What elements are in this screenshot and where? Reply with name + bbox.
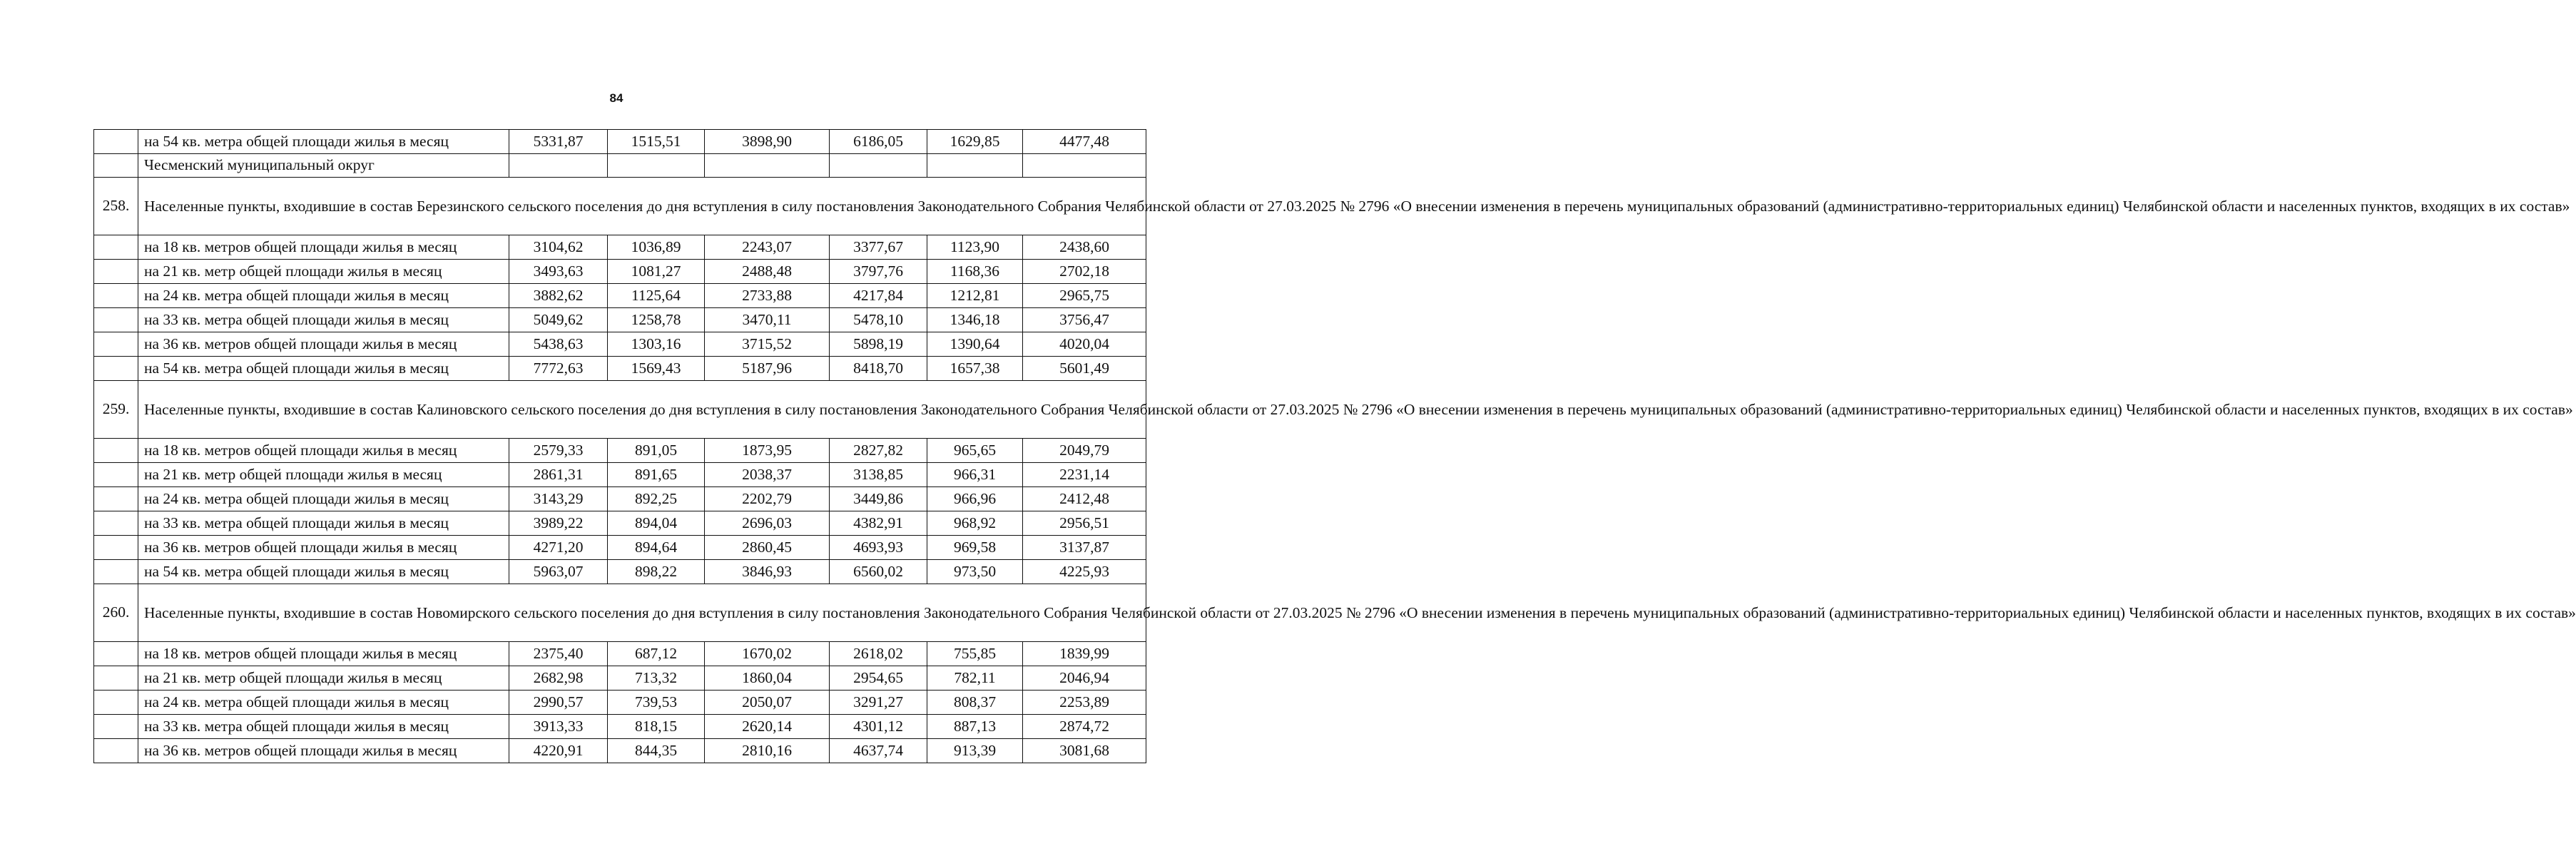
value-cell: 2050,07 bbox=[705, 691, 830, 715]
table-row bbox=[94, 439, 1146, 463]
value-cell: 2253,89 bbox=[1023, 691, 1146, 715]
table-row bbox=[94, 235, 1146, 260]
value-cell: 913,39 bbox=[927, 739, 1023, 763]
row-number-cell bbox=[94, 487, 138, 511]
value-cell: 7772,63 bbox=[509, 357, 608, 381]
value-cell: 4301,12 bbox=[830, 715, 927, 739]
section-header-row bbox=[94, 381, 1146, 439]
row-label: на 24 кв. метра общей площади жилья в месяц bbox=[138, 487, 509, 511]
value-cell: 894,64 bbox=[608, 536, 705, 560]
value-cell: 2860,45 bbox=[705, 536, 830, 560]
value-cell: 5049,62 bbox=[509, 308, 608, 332]
value-cell: 894,04 bbox=[608, 511, 705, 536]
value-cell: 3797,76 bbox=[830, 260, 927, 284]
value-cell: 4693,93 bbox=[830, 536, 927, 560]
value-cell: 968,92 bbox=[927, 511, 1023, 536]
value-cell: 891,05 bbox=[608, 439, 705, 463]
empty-cell bbox=[830, 154, 927, 178]
row-label: на 33 кв. метра общей площади жилья в месяц bbox=[138, 308, 509, 332]
tariff-table bbox=[93, 129, 2576, 763]
table-row bbox=[94, 487, 1146, 511]
value-cell: 8418,70 bbox=[830, 357, 927, 381]
section-number: 258. bbox=[94, 178, 138, 235]
value-cell: 2038,37 bbox=[705, 463, 830, 487]
row-label: на 18 кв. метров общей площади жилья в месяц bbox=[138, 642, 509, 666]
value-cell: 4271,20 bbox=[509, 536, 608, 560]
table-row bbox=[94, 284, 1146, 308]
value-cell: 3081,68 bbox=[1023, 739, 1146, 763]
value-cell: 3715,52 bbox=[705, 332, 830, 357]
table-row bbox=[94, 332, 1146, 357]
value-cell: 4477,48 bbox=[1023, 130, 1146, 154]
value-cell: 892,25 bbox=[608, 487, 705, 511]
value-cell: 898,22 bbox=[608, 560, 705, 584]
value-cell: 713,32 bbox=[608, 666, 705, 691]
value-cell: 2049,79 bbox=[1023, 439, 1146, 463]
value-cell: 1860,04 bbox=[705, 666, 830, 691]
value-cell: 2733,88 bbox=[705, 284, 830, 308]
row-number-cell bbox=[94, 463, 138, 487]
value-cell: 2861,31 bbox=[509, 463, 608, 487]
value-cell: 4225,93 bbox=[1023, 560, 1146, 584]
value-cell: 808,37 bbox=[927, 691, 1023, 715]
value-cell: 5601,49 bbox=[1023, 357, 1146, 381]
value-cell: 1515,51 bbox=[608, 130, 705, 154]
value-cell: 3470,11 bbox=[705, 308, 830, 332]
value-cell: 739,53 bbox=[608, 691, 705, 715]
row-number-cell bbox=[94, 642, 138, 666]
value-cell: 3104,62 bbox=[509, 235, 608, 260]
value-cell: 2696,03 bbox=[705, 511, 830, 536]
row-label: на 24 кв. метра общей площади жилья в месяц bbox=[138, 284, 509, 308]
table-row bbox=[94, 130, 1146, 154]
value-cell: 966,31 bbox=[927, 463, 1023, 487]
value-cell: 3913,33 bbox=[509, 715, 608, 739]
table-row bbox=[94, 715, 1146, 739]
value-cell: 2620,14 bbox=[705, 715, 830, 739]
value-cell: 2375,40 bbox=[509, 642, 608, 666]
value-cell: 4637,74 bbox=[830, 739, 927, 763]
value-cell: 818,15 bbox=[608, 715, 705, 739]
row-label: на 36 кв. метров общей площади жилья в месяц bbox=[138, 536, 509, 560]
value-cell: 3989,22 bbox=[509, 511, 608, 536]
value-cell: 1839,99 bbox=[1023, 642, 1146, 666]
value-cell: 4220,91 bbox=[509, 739, 608, 763]
value-cell: 3756,47 bbox=[1023, 308, 1146, 332]
row-number-cell bbox=[94, 666, 138, 691]
empty-cell bbox=[509, 154, 608, 178]
row-number-cell bbox=[94, 308, 138, 332]
value-cell: 3493,63 bbox=[509, 260, 608, 284]
value-cell: 5478,10 bbox=[830, 308, 927, 332]
value-cell: 2956,51 bbox=[1023, 511, 1146, 536]
value-cell: 3143,29 bbox=[509, 487, 608, 511]
value-cell: 2827,82 bbox=[830, 439, 927, 463]
row-number-cell bbox=[94, 154, 138, 178]
row-label: на 18 кв. метров общей площади жилья в месяц bbox=[138, 439, 509, 463]
value-cell: 1346,18 bbox=[927, 308, 1023, 332]
value-cell: 887,13 bbox=[927, 715, 1023, 739]
table-row bbox=[94, 642, 1146, 666]
value-cell: 2046,94 bbox=[1023, 666, 1146, 691]
row-label: на 54 кв. метра общей площади жилья в месяц bbox=[138, 130, 509, 154]
district-row bbox=[94, 154, 1146, 178]
row-label: на 33 кв. метра общей площади жилья в месяц bbox=[138, 715, 509, 739]
table-row bbox=[94, 308, 1146, 332]
value-cell: 2990,57 bbox=[509, 691, 608, 715]
row-label: на 21 кв. метр общей площади жилья в месяц bbox=[138, 463, 509, 487]
value-cell: 1670,02 bbox=[705, 642, 830, 666]
table-row bbox=[94, 463, 1146, 487]
row-number-cell bbox=[94, 284, 138, 308]
value-cell: 1873,95 bbox=[705, 439, 830, 463]
value-cell: 1168,36 bbox=[927, 260, 1023, 284]
value-cell: 2618,02 bbox=[830, 642, 927, 666]
row-label: на 21 кв. метр общей площади жилья в месяц bbox=[138, 260, 509, 284]
section-number: 260. bbox=[94, 584, 138, 642]
value-cell: 2954,65 bbox=[830, 666, 927, 691]
row-number-cell bbox=[94, 130, 138, 154]
value-cell: 2874,72 bbox=[1023, 715, 1146, 739]
value-cell: 5187,96 bbox=[705, 357, 830, 381]
section-description: Населенные пункты, входившие в состав Березинского сельского поселения до дня вступления в силу постановления Законодательного Собрания Челябинской области от 27.03.2025 № 2796 «О внесении изменения в перечень муниципальных образований (административно-территориальных единиц) Челябинской области и населенных пунктов, входящих в их состав» bbox=[138, 178, 1146, 235]
table-row bbox=[94, 357, 1146, 381]
value-cell: 2243,07 bbox=[705, 235, 830, 260]
value-cell: 782,11 bbox=[927, 666, 1023, 691]
row-label: на 54 кв. метра общей площади жилья в месяц bbox=[138, 560, 509, 584]
value-cell: 1258,78 bbox=[608, 308, 705, 332]
table-body bbox=[94, 130, 2576, 763]
value-cell: 3882,62 bbox=[509, 284, 608, 308]
row-number-cell bbox=[94, 560, 138, 584]
value-cell: 755,85 bbox=[927, 642, 1023, 666]
value-cell: 1123,90 bbox=[927, 235, 1023, 260]
value-cell: 687,12 bbox=[608, 642, 705, 666]
value-cell: 4020,04 bbox=[1023, 332, 1146, 357]
value-cell: 5331,87 bbox=[509, 130, 608, 154]
empty-cell bbox=[705, 154, 830, 178]
value-cell: 3291,27 bbox=[830, 691, 927, 715]
row-number-cell bbox=[94, 332, 138, 357]
value-cell: 2702,18 bbox=[1023, 260, 1146, 284]
value-cell: 1212,81 bbox=[927, 284, 1023, 308]
table-row bbox=[94, 560, 1146, 584]
section-header-row bbox=[94, 178, 1146, 235]
value-cell: 2231,14 bbox=[1023, 463, 1146, 487]
value-cell: 5963,07 bbox=[509, 560, 608, 584]
row-number-cell bbox=[94, 715, 138, 739]
value-cell: 3898,90 bbox=[705, 130, 830, 154]
empty-cell bbox=[927, 154, 1023, 178]
table-row bbox=[94, 739, 1146, 763]
value-cell: 1125,64 bbox=[608, 284, 705, 308]
row-label: на 36 кв. метров общей площади жилья в месяц bbox=[138, 739, 509, 763]
table-row bbox=[94, 536, 1146, 560]
row-label: на 24 кв. метра общей площади жилья в месяц bbox=[138, 691, 509, 715]
row-number-cell bbox=[94, 691, 138, 715]
row-number-cell bbox=[94, 235, 138, 260]
value-cell: 1657,38 bbox=[927, 357, 1023, 381]
row-number-cell bbox=[94, 439, 138, 463]
district-name: Чесменский муниципальный округ bbox=[138, 154, 509, 178]
table-row bbox=[94, 260, 1146, 284]
value-cell: 2202,79 bbox=[705, 487, 830, 511]
value-cell: 5438,63 bbox=[509, 332, 608, 357]
row-number-cell bbox=[94, 357, 138, 381]
row-label: на 54 кв. метра общей площади жилья в месяц bbox=[138, 357, 509, 381]
value-cell: 1036,89 bbox=[608, 235, 705, 260]
value-cell: 2438,60 bbox=[1023, 235, 1146, 260]
value-cell: 1569,43 bbox=[608, 357, 705, 381]
value-cell: 973,50 bbox=[927, 560, 1023, 584]
value-cell: 2579,33 bbox=[509, 439, 608, 463]
value-cell: 2965,75 bbox=[1023, 284, 1146, 308]
value-cell: 2412,48 bbox=[1023, 487, 1146, 511]
value-cell: 4217,84 bbox=[830, 284, 927, 308]
value-cell: 891,65 bbox=[608, 463, 705, 487]
table-row bbox=[94, 666, 1146, 691]
value-cell: 1081,27 bbox=[608, 260, 705, 284]
row-number-cell bbox=[94, 511, 138, 536]
value-cell: 965,65 bbox=[927, 439, 1023, 463]
value-cell: 966,96 bbox=[927, 487, 1023, 511]
value-cell: 2488,48 bbox=[705, 260, 830, 284]
value-cell: 2810,16 bbox=[705, 739, 830, 763]
value-cell: 3449,86 bbox=[830, 487, 927, 511]
empty-cell bbox=[608, 154, 705, 178]
table-row bbox=[94, 691, 1146, 715]
page-number: 84 bbox=[609, 91, 623, 105]
row-label: на 33 кв. метра общей площади жилья в месяц bbox=[138, 511, 509, 536]
value-cell: 1303,16 bbox=[608, 332, 705, 357]
section-description: Населенные пункты, входившие в состав Новомирского сельского поселения до дня вступления в силу постановления Законодательного Собрания Челябинской области от 27.03.2025 № 2796 «О внесении изменения в перечень муниципальных образований (административно-территориальных единиц) Челябинской области и населенных пунктов, входящих в их состав» bbox=[138, 584, 1146, 642]
value-cell: 3138,85 bbox=[830, 463, 927, 487]
section-header-row bbox=[94, 584, 1146, 642]
row-label: на 21 кв. метр общей площади жилья в месяц bbox=[138, 666, 509, 691]
value-cell: 1629,85 bbox=[927, 130, 1023, 154]
row-number-cell bbox=[94, 536, 138, 560]
value-cell: 3846,93 bbox=[705, 560, 830, 584]
value-cell: 3377,67 bbox=[830, 235, 927, 260]
value-cell: 3137,87 bbox=[1023, 536, 1146, 560]
table-row bbox=[94, 511, 1146, 536]
row-number-cell bbox=[94, 260, 138, 284]
value-cell: 6560,02 bbox=[830, 560, 927, 584]
row-label: на 36 кв. метров общей площади жилья в месяц bbox=[138, 332, 509, 357]
row-number-cell bbox=[94, 739, 138, 763]
row-label: на 18 кв. метров общей площади жилья в месяц bbox=[138, 235, 509, 260]
value-cell: 6186,05 bbox=[830, 130, 927, 154]
value-cell: 2682,98 bbox=[509, 666, 608, 691]
section-number: 259. bbox=[94, 381, 138, 439]
value-cell: 5898,19 bbox=[830, 332, 927, 357]
value-cell: 844,35 bbox=[608, 739, 705, 763]
value-cell: 969,58 bbox=[927, 536, 1023, 560]
value-cell: 4382,91 bbox=[830, 511, 927, 536]
value-cell: 1390,64 bbox=[927, 332, 1023, 357]
section-description: Населенные пункты, входившие в состав Калиновского сельского поселения до дня вступления в силу постановления Законодательного Собрания Челябинской области от 27.03.2025 № 2796 «О внесении изменения в перечень муниципальных образований (административно-территориальных единиц) Челябинской области и населенных пунктов, входящих в их состав» bbox=[138, 381, 1146, 439]
empty-cell bbox=[1023, 154, 1146, 178]
